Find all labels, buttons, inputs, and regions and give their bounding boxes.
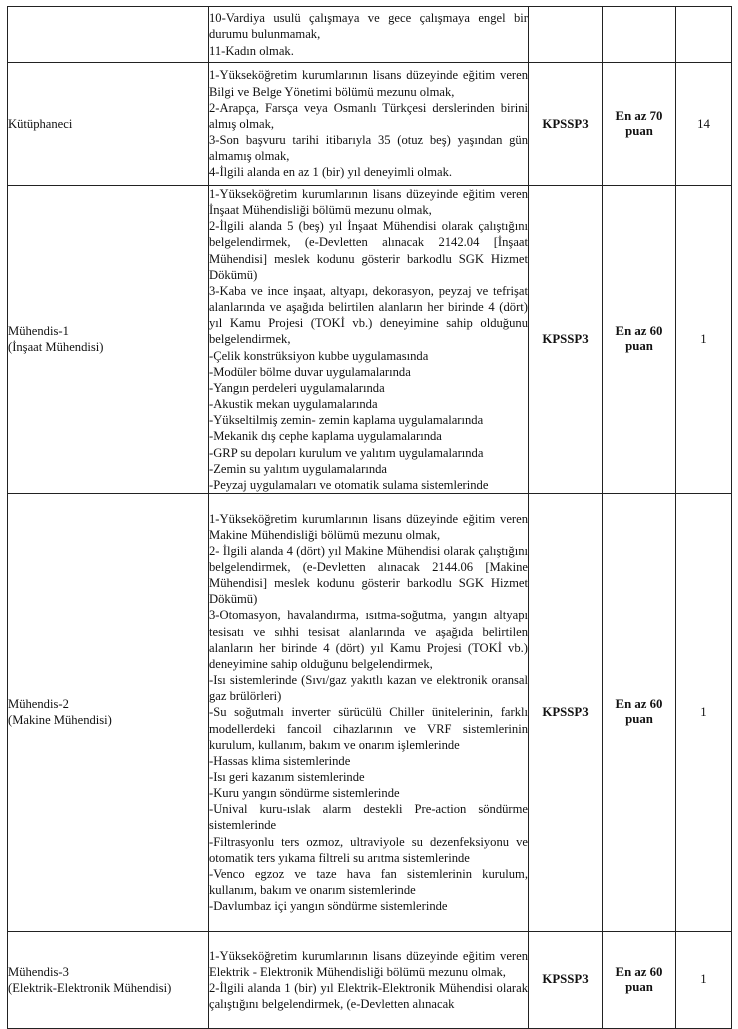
min-score-cell (603, 493, 676, 931)
position-count-cell: 1 (676, 931, 732, 1028)
qualification-item: -Isı sistemlerinde (Sıvı/gaz yakıtlı kazan ve elektronik oransal gaz brülörleri) (209, 673, 528, 704)
qualification-item: 1-Yükseköğretim kurumlarının lisans düzeyinde eğitim veren Elektrik - Elektronik Mühendisliği bölümü mezunu olmak, (209, 948, 528, 979)
qualification-item: 2-İlgili alanda 5 (beş) yıl İnşaat Mühendisi olarak çalıştığını belgelendirmek, (e-Devletten alınacak 2142.04 [İnşaat Mühendisi] meslek kodunu gösterir barkodlu SGK Hizmet Dökümü) (209, 219, 528, 282)
min-score-text: En az 60 puan (615, 324, 663, 354)
position-cell (8, 63, 209, 186)
exam-type-cell: KPSSP3 (529, 931, 603, 1028)
position-title: (Makine Mühendisi) (8, 713, 112, 728)
qualification-item: -Davlumbaz içi yangın söndürme sistemlerinde (209, 899, 448, 914)
min-score-text: En az 70 puan (615, 109, 663, 138)
qualification-item: 3-Kaba ve ince inşaat, altyapı, dekorasyon, peyzaj ve tefrişat alanlarında ve aşağıda belirtilen alanların her birinde 4 (dört) yıl Kamu Projesi (TOKİ vb.) deneyimine sahip olduğunu belgelendirmek, (209, 283, 528, 347)
table-row (8, 63, 732, 186)
qualification-item: -Akustik mekan uygulamalarında (209, 397, 378, 412)
qualification-item: 1-Yükseköğretim kurumlarının lisans düzeyinde eğitim veren Makine Mühendisliği bölümü mezunu olmak, (209, 511, 528, 542)
qualification-item: -Filtrasyonlu ters ozmoz, ultraviyole su dezenfeksiyonu ve otomatik ters yıkama filtreli su arıtma sistemlerinde (209, 834, 528, 865)
min-score-cell (603, 63, 676, 186)
qualification-item: -Peyzaj uygulamaları ve otomatik sulama sistemlerinde (209, 477, 489, 492)
position-title: Kütüphaneci (8, 117, 73, 131)
qualification-item: -Unival kuru-ıslak alarm destekli Pre-action söndürme sistemlerinde (209, 802, 528, 833)
qualification-item: -Modüler bölme duvar uygulamalarında (209, 364, 411, 379)
position-cell (8, 931, 209, 1028)
qualifications-cell (209, 186, 529, 494)
qualification-item: -Yükseltilmiş zemin- zemin kaplama uygulamalarında (209, 413, 484, 428)
position-cell (8, 186, 209, 494)
qualification-item: 1-Yükseköğretim kurumlarının lisans düzeyinde eğitim veren İnşaat Mühendisliği bölümü mezunu olmak, (209, 187, 528, 218)
table-row (8, 186, 732, 494)
qualification-item: 3-Son başvuru tarihi itibarıyla 35 (otuz beş) yaşından gün almamış olmak, (209, 133, 528, 164)
exam-type-cell: KPSSP3 (529, 493, 603, 931)
qualification-item: 2-İlgili alanda 1 (bir) yıl Elektrik-Elektronik Mühendisi olarak çalıştığını belgelendirmek, (e-Devletten alınacak (209, 980, 528, 1012)
qualification-item: 2- İlgili alanda 4 (dört) yıl Makine Mühendisi olarak çalıştığını belgelendirmek, (e-Devletten alınacak 2144.06 [Makine Mühendisi] meslek kodunu gösterir barkodlu SGK Hizmet Dökümü) (209, 543, 528, 607)
qualification-item: 10-Vardiya usulü çalışmaya ve gece çalışmaya engel bir durumu bulunmamak, (209, 11, 528, 42)
qualification-item: -GRP su depoları kurulum ve yalıtım uygulamalarında (209, 445, 484, 460)
table-row (8, 931, 732, 1028)
requirements-table-body (8, 7, 732, 1029)
position-title: Mühendis-3 (8, 964, 69, 979)
qualification-item: -Çelik konstrüksiyon kubbe uygulamasında (209, 348, 429, 363)
qualification-item: -Su soğutmalı inverter sürücülü Chiller ünitelerinin, farklı modellerdeki fancoil cihazlarının ve VRF sistemlerinin kurulum, kullanım, bakım ve onarım işlemlerinde (209, 705, 528, 752)
min-score-text: En az 60 puan (615, 697, 663, 727)
qualifications-cell (209, 931, 529, 1028)
qualification-item: -Zemin su yalıtım uygulamalarında (209, 461, 388, 476)
qualification-item: -Isı geri kazanım sistemlerinde (209, 770, 365, 785)
min-score-text: En az 60 puan (615, 964, 663, 994)
qualifications-cell (209, 63, 529, 186)
qualification-item: 2-Arapça, Farsça veya Osmanlı Türkçesi derslerinden birini almış olmak, (209, 100, 528, 131)
position-count-cell (676, 7, 732, 63)
table-row (8, 7, 732, 63)
qualification-item: -Kuru yangın söndürme sistemlerinde (209, 786, 400, 801)
exam-type-cell: KPSSP3 (529, 63, 603, 186)
position-cell (8, 493, 209, 931)
exam-type-cell: KPSSP3 (529, 186, 603, 494)
position-cell (8, 7, 209, 63)
position-count-cell: 1 (676, 186, 732, 494)
qualification-item: -Yangın perdeleri uygulamalarında (209, 380, 385, 395)
qualifications-cell (209, 493, 529, 931)
min-score-cell (603, 186, 676, 494)
position-title: (Elektrik-Elektronik Mühendisi) (8, 980, 172, 995)
position-title: Mühendis-1 (8, 324, 69, 339)
position-count-cell: 14 (676, 63, 732, 186)
min-score-cell (603, 7, 676, 63)
min-score-cell (603, 931, 676, 1028)
exam-type-cell (529, 7, 603, 63)
table-row (8, 493, 732, 931)
qualification-item: 1-Yükseköğretim kurumlarının lisans düzeyinde eğitim veren Bilgi ve Belge Yönetimi bölümü mezunu olmak, (209, 68, 528, 99)
requirements-table (7, 6, 732, 1029)
qualification-item: 11-Kadın olmak. (209, 43, 294, 58)
qualification-item: -Mekanik dış cephe kaplama uygulamalarında (209, 429, 442, 444)
qualification-item: -Venco egzoz ve taze hava fan sistemlerinin kurulum, kullanım, bakım ve onarım sistemlerinde (209, 866, 528, 898)
qualifications-cell (209, 7, 529, 63)
position-title: Mühendis-2 (8, 697, 69, 712)
qualification-item: 3-Otomasyon, havalandırma, ısıtma-soğutma, yangın altyapı tesisatı ve sıhhi tesisat alanlarında ve aşağıda belirtilen alanların her birinde 4 (dört) yıl Kamu Projesi (TOKİ vb.) deneyimine sahip olduğunu belgelendirmek, (209, 608, 528, 671)
position-count-cell: 1 (676, 493, 732, 931)
position-title: (İnşaat Mühendisi) (8, 340, 104, 355)
qualification-item: -Hassas klima sistemlerinde (209, 753, 351, 768)
qualification-item: 4-İlgili alanda en az 1 (bir) yıl deneyimli olmak. (209, 165, 453, 180)
